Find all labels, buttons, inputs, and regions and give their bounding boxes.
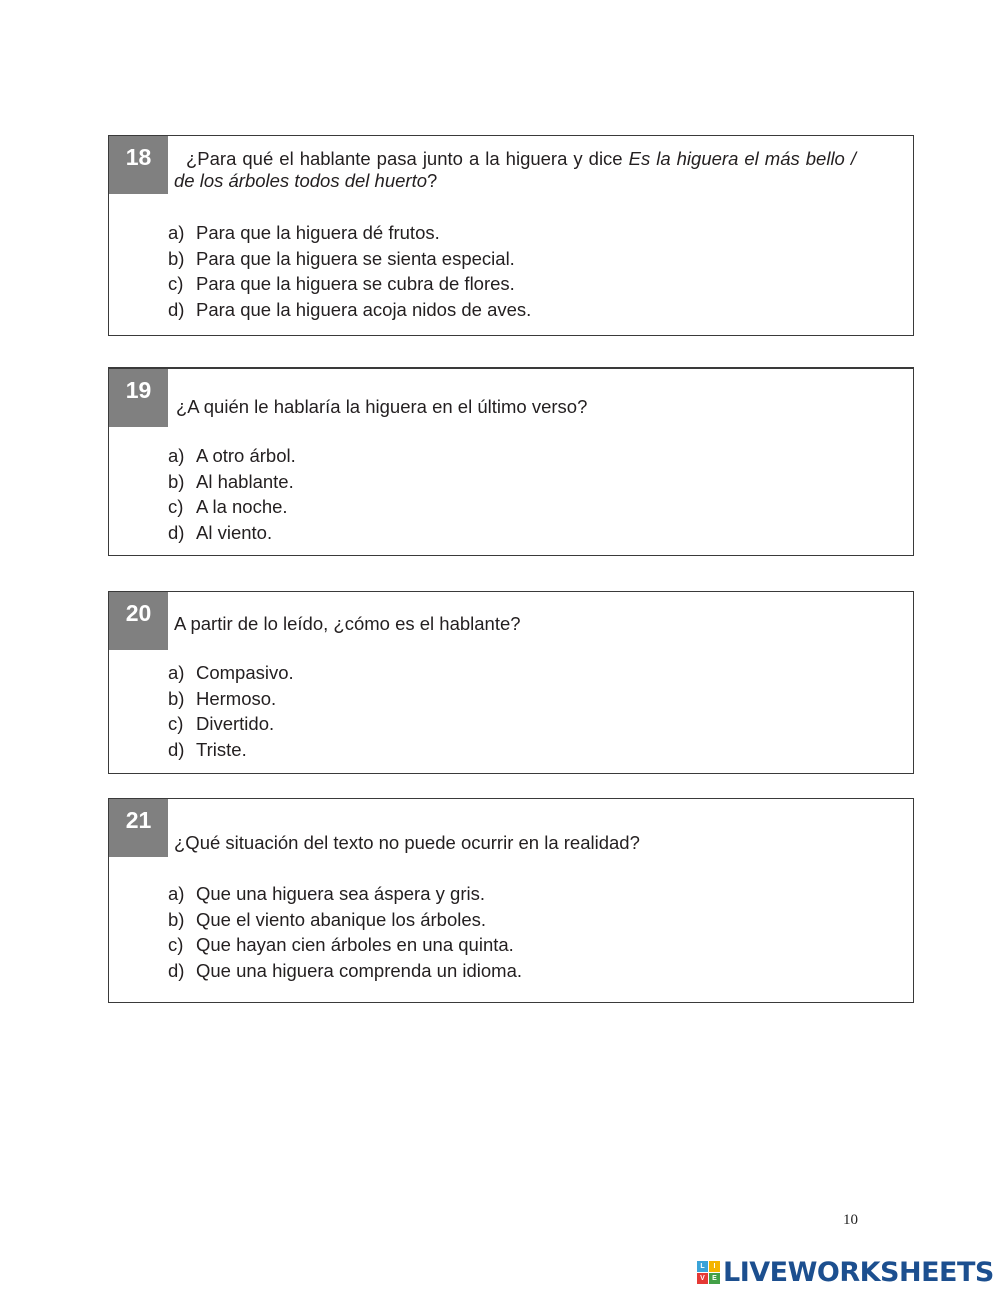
- option-b[interactable]: [168, 246, 531, 272]
- option-letter: d): [168, 739, 185, 761]
- option-c[interactable]: [168, 711, 294, 737]
- option-c[interactable]: [168, 494, 296, 520]
- option-text: A la noche.: [196, 496, 288, 518]
- option-letter: b): [168, 247, 185, 269]
- options-list: [168, 881, 522, 984]
- option-letter: c): [168, 496, 184, 518]
- option-letter: c): [168, 713, 184, 735]
- option-b[interactable]: [168, 686, 294, 712]
- liveworksheets-logo-icon: [697, 1261, 720, 1284]
- option-letter: d): [168, 522, 185, 544]
- option-letter: b): [168, 687, 185, 709]
- option-a[interactable]: [168, 220, 531, 246]
- option-letter: a): [168, 883, 185, 904]
- options-list: [168, 660, 294, 763]
- option-d[interactable]: [168, 520, 296, 546]
- option-text: Que una higuera sea áspera y gris.: [196, 883, 485, 904]
- question-text: A partir de lo leído, ¿cómo es el hablante?: [174, 613, 521, 634]
- question-text: ¿A quién le hablaría la higuera en el último verso?: [176, 396, 588, 417]
- question-20-box: [108, 591, 914, 774]
- logo-tile-e: E: [709, 1273, 720, 1284]
- question-number: 19: [109, 369, 168, 427]
- option-letter: b): [168, 470, 185, 492]
- question-text-plain: ¿Para qué el hablante pasa junto a la higuera y dice: [186, 148, 629, 169]
- question-18-box: [108, 135, 914, 336]
- option-text: A otro árbol.: [196, 445, 296, 466]
- question-21-box: [108, 798, 914, 1003]
- option-letter: c): [168, 273, 184, 295]
- option-text: Hermoso.: [196, 687, 277, 709]
- option-d[interactable]: [168, 958, 522, 984]
- question-text-end: ?: [427, 170, 438, 191]
- question-19-box: [108, 367, 914, 556]
- option-b[interactable]: [168, 907, 522, 933]
- options-list: [168, 443, 296, 546]
- option-a[interactable]: [168, 881, 522, 907]
- option-letter: d): [168, 960, 185, 982]
- option-letter: a): [168, 222, 185, 243]
- liveworksheets-logo-text: LIVEWORKSHEETS: [723, 1256, 994, 1288]
- liveworksheets-logo: [697, 1255, 994, 1289]
- question-number: 20: [109, 592, 168, 650]
- options-list: [168, 220, 531, 323]
- option-a[interactable]: [168, 443, 296, 469]
- option-text: Compasivo.: [196, 662, 294, 683]
- option-text: Que hayan cien árboles en una quinta.: [196, 934, 514, 956]
- option-text: Para que la higuera se cubra de flores.: [196, 273, 515, 295]
- option-a[interactable]: [168, 660, 294, 686]
- question-text: [174, 148, 856, 192]
- logo-tile-i: I: [709, 1261, 720, 1272]
- option-letter: c): [168, 934, 184, 956]
- option-d[interactable]: [168, 297, 531, 323]
- logo-tile-l: L: [697, 1261, 708, 1272]
- option-text: Para que la higuera se sienta especial.: [196, 247, 515, 269]
- option-text: Para que la higuera dé frutos.: [196, 222, 440, 243]
- option-text: Al viento.: [196, 522, 273, 544]
- option-b[interactable]: [168, 469, 296, 495]
- option-c[interactable]: [168, 271, 531, 297]
- option-text: Divertido.: [196, 713, 275, 735]
- option-d[interactable]: [168, 737, 294, 763]
- option-text: Que el viento abanique los árboles.: [196, 908, 487, 930]
- option-text: Que una higuera comprenda un idioma.: [196, 960, 523, 982]
- option-letter: b): [168, 908, 185, 930]
- logo-tile-v: V: [697, 1273, 708, 1284]
- option-c[interactable]: [168, 932, 522, 958]
- page-number: 10: [843, 1212, 858, 1228]
- question-number: 18: [109, 136, 168, 194]
- option-letter: a): [168, 445, 185, 466]
- option-text: Al hablante.: [196, 470, 294, 492]
- option-letter: d): [168, 299, 185, 321]
- option-text: Triste.: [196, 739, 247, 761]
- question-text-quote: Es la higuera el más bello / de los árboles todos del huerto: [174, 148, 856, 191]
- question-text: ¿Qué situación del texto no puede ocurrir en la realidad?: [174, 832, 640, 853]
- question-number: 21: [109, 799, 168, 857]
- option-letter: a): [168, 662, 185, 683]
- option-text: Para que la higuera acoja nidos de aves.: [196, 299, 532, 321]
